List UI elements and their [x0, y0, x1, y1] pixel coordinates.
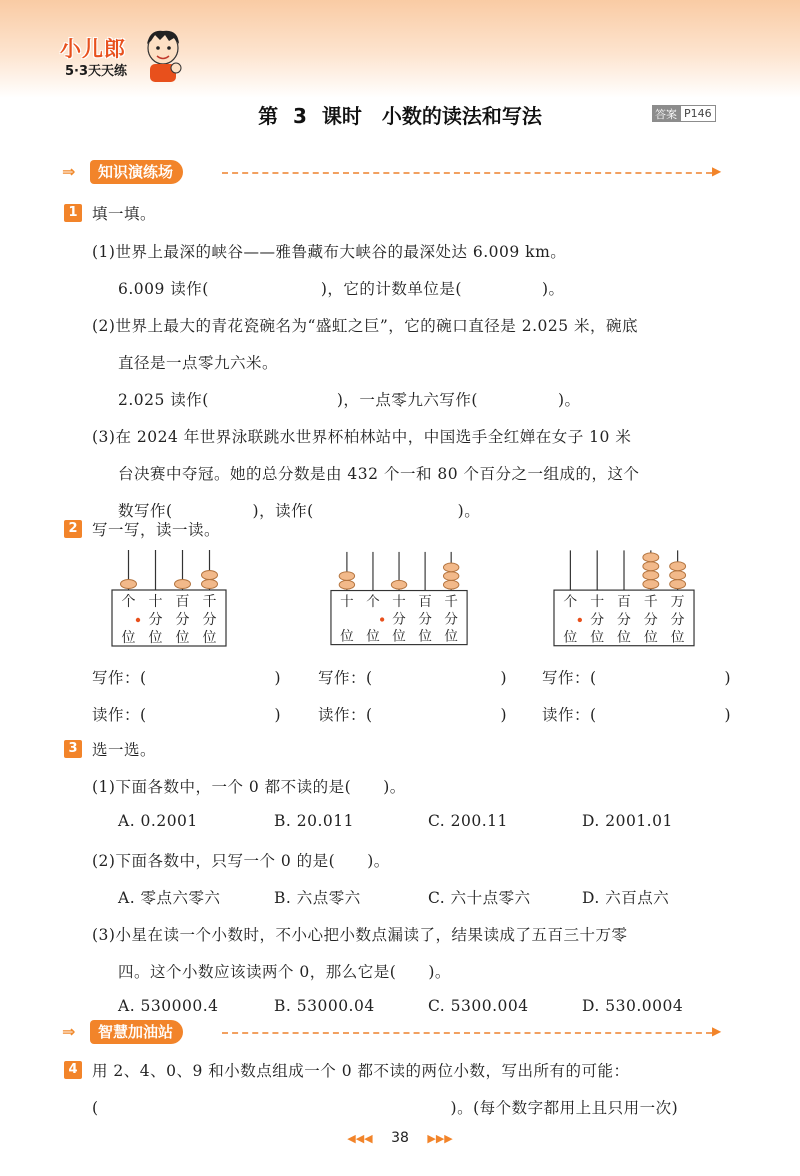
place-value-label: 位	[670, 629, 685, 646]
place-value-label: 十	[340, 593, 354, 610]
section-practice	[62, 160, 183, 184]
place-value-label: 百	[617, 593, 631, 610]
question-text: 直径是一点零九六米。	[118, 354, 279, 372]
question-title: 写一写，读一读。	[92, 521, 221, 539]
question-title: 填一填。	[92, 205, 157, 223]
abacus-bead	[443, 563, 458, 572]
question-text: 2.025 读作( )，一点零九六写作( )。	[118, 391, 581, 409]
decimal-point	[578, 618, 582, 622]
answer-page-ref	[652, 105, 716, 122]
option-b: B. 六点零六	[274, 889, 361, 907]
option-c: C. 200.11	[428, 812, 508, 830]
section-label: 智慧加油站	[90, 1020, 183, 1044]
abacus-bead	[643, 553, 659, 562]
abacus-diagram	[553, 548, 697, 663]
place-value-label: 位	[175, 630, 190, 646]
section-arrow-icon: ⇒	[62, 162, 76, 181]
place-value-label: 位	[444, 628, 458, 645]
place-value-label: 万	[670, 593, 685, 610]
place-value-label: 分	[590, 611, 605, 628]
question-text: 数写作( )，读作( )。	[118, 502, 481, 520]
question-number: 3	[64, 740, 82, 758]
write-answer-2: 写作：( )	[318, 669, 508, 687]
option-d: D. 530.0004	[582, 997, 684, 1015]
option-a: A. 530000.4	[118, 997, 219, 1015]
option-c: C. 六十点零六	[428, 889, 531, 907]
abacus-bead	[643, 580, 659, 589]
option-b: B. 53000.04	[274, 997, 375, 1015]
decimal-point	[136, 618, 140, 622]
place-value-label: 分	[418, 611, 432, 628]
option-a: A. 零点六零六	[118, 889, 221, 907]
place-value-label: 位	[340, 628, 354, 645]
place-value-label: 位	[418, 628, 432, 645]
brand-logo: 小儿郎	[60, 37, 126, 61]
abacus-diagram	[330, 548, 470, 663]
abacus-bead	[670, 562, 686, 571]
abacus-bead	[443, 572, 458, 581]
place-value-label: 位	[563, 629, 578, 646]
option-d: D. 2001.01	[582, 812, 673, 830]
place-value-label: 位	[121, 630, 136, 646]
place-value-label: 百	[175, 594, 190, 610]
question-text: (1)世界上最深的峡谷——雅鲁藏布大峡谷的最深处达 6.009 km。	[92, 243, 567, 261]
page-footer	[0, 1130, 800, 1146]
place-value-label: 百	[418, 593, 432, 610]
place-value-label: 十	[148, 594, 163, 610]
mascot-icon	[138, 26, 188, 84]
divider-end-icon: ▶	[712, 164, 722, 178]
write-answer-3: 写作：( )	[542, 669, 732, 687]
prev-arrows-icon: ◀◀◀	[347, 1132, 373, 1145]
question-number: 4	[64, 1061, 82, 1079]
abacus-bead	[202, 571, 218, 580]
question-text: (1)下面各数中，一个 0 都不读的是( )。	[92, 778, 406, 796]
abacus-bead	[443, 580, 458, 589]
decimal-point	[380, 617, 384, 621]
abacus-bead	[643, 562, 659, 571]
question-title: 选一选。	[92, 741, 157, 759]
section-wisdom	[62, 1020, 183, 1044]
place-value-label: 个	[366, 593, 380, 610]
question-text: (2)下面各数中，只写一个 0 的是( )。	[92, 852, 390, 870]
write-answer-1: 写作：( )	[92, 669, 282, 687]
answer-label: 答案	[652, 105, 680, 122]
place-value-label: 十	[590, 593, 605, 610]
place-value-label: 千	[444, 593, 458, 610]
option-a: A. 0.2001	[118, 812, 198, 830]
place-value-label: 个	[563, 593, 578, 610]
divider	[222, 172, 712, 174]
place-value-label: 分	[444, 611, 458, 628]
abacus-bead	[202, 580, 218, 589]
question-text: ( )。(每个数字都用上且只用一次)	[92, 1099, 679, 1117]
section-arrow-icon: ⇒	[62, 1022, 76, 1041]
read-answer-1: 读作：( )	[92, 706, 282, 724]
abacus-diagram	[106, 548, 234, 663]
question-text: 用 2、4、0、9 和小数点组成一个 0 都不读的两位小数，写出所有的可能：	[92, 1062, 630, 1080]
place-value-label: 分	[175, 612, 190, 628]
page-number: 38	[391, 1130, 409, 1146]
place-value-label: 分	[617, 611, 631, 628]
place-value-label: 位	[366, 628, 380, 645]
question-text: 6.009 读作( )，它的计数单位是( )。	[118, 280, 565, 298]
abacus-bead	[175, 580, 191, 589]
question-text: (3)在 2024 年世界泳联跳水世界杯柏林站中，中国选手全红婵在女子 10 米	[92, 428, 632, 446]
place-value-label: 千	[202, 594, 217, 610]
abacus-bead	[670, 580, 686, 589]
question-text: (2)世界上最大的青花瓷碗名为“盛虹之巨”，它的碗口直径是 2.025 米，碗底	[92, 317, 639, 335]
question-text: (3)小星在读一个小数时，不小心把小数点漏读了，结果读成了五百三十万零	[92, 926, 628, 944]
place-value-label: 分	[643, 611, 658, 628]
divider-end-icon: ▶	[712, 1024, 722, 1038]
place-value-label: 千	[643, 593, 658, 610]
read-answer-2: 读作：( )	[318, 706, 508, 724]
place-value-label: 个	[121, 594, 136, 610]
place-value-label: 十	[392, 593, 406, 610]
divider	[222, 1032, 712, 1034]
next-arrows-icon: ▶▶▶	[427, 1132, 453, 1145]
brand-subtitle: 5·3天天练	[65, 64, 128, 79]
option-c: C. 5300.004	[428, 997, 529, 1015]
page-title: 第 3 课时 小数的读法和写法	[258, 104, 542, 128]
place-value-label: 位	[643, 629, 658, 646]
place-value-label: 分	[148, 612, 163, 628]
abacus-bead	[643, 571, 659, 580]
abacus-bead	[391, 580, 406, 589]
place-value-label: 位	[202, 630, 217, 646]
place-value-label: 分	[670, 611, 685, 628]
place-value-label: 位	[590, 629, 605, 646]
question-number: 1	[64, 204, 82, 222]
option-d: D. 六百点六	[582, 889, 670, 907]
abacus-bead	[339, 580, 354, 589]
place-value-label: 位	[617, 629, 631, 646]
abacus-bead	[339, 572, 354, 581]
place-value-label: 位	[148, 630, 163, 646]
place-value-label: 分	[202, 612, 217, 628]
answer-page: P146	[680, 105, 716, 122]
option-b: B. 20.011	[274, 812, 354, 830]
read-answer-3: 读作：( )	[542, 706, 732, 724]
place-value-label: 位	[392, 628, 406, 645]
section-label: 知识演练场	[90, 160, 183, 184]
question-text: 台决赛中夺冠。她的总分数是由 432 个一和 80 个百分之一组成的，这个	[118, 465, 640, 483]
place-value-label: 分	[392, 611, 406, 628]
question-text: 四。这个小数应该读两个 0，那么它是( )。	[118, 963, 451, 981]
abacus-bead	[670, 571, 686, 580]
abacus-bead	[121, 580, 137, 589]
question-number: 2	[64, 520, 82, 538]
